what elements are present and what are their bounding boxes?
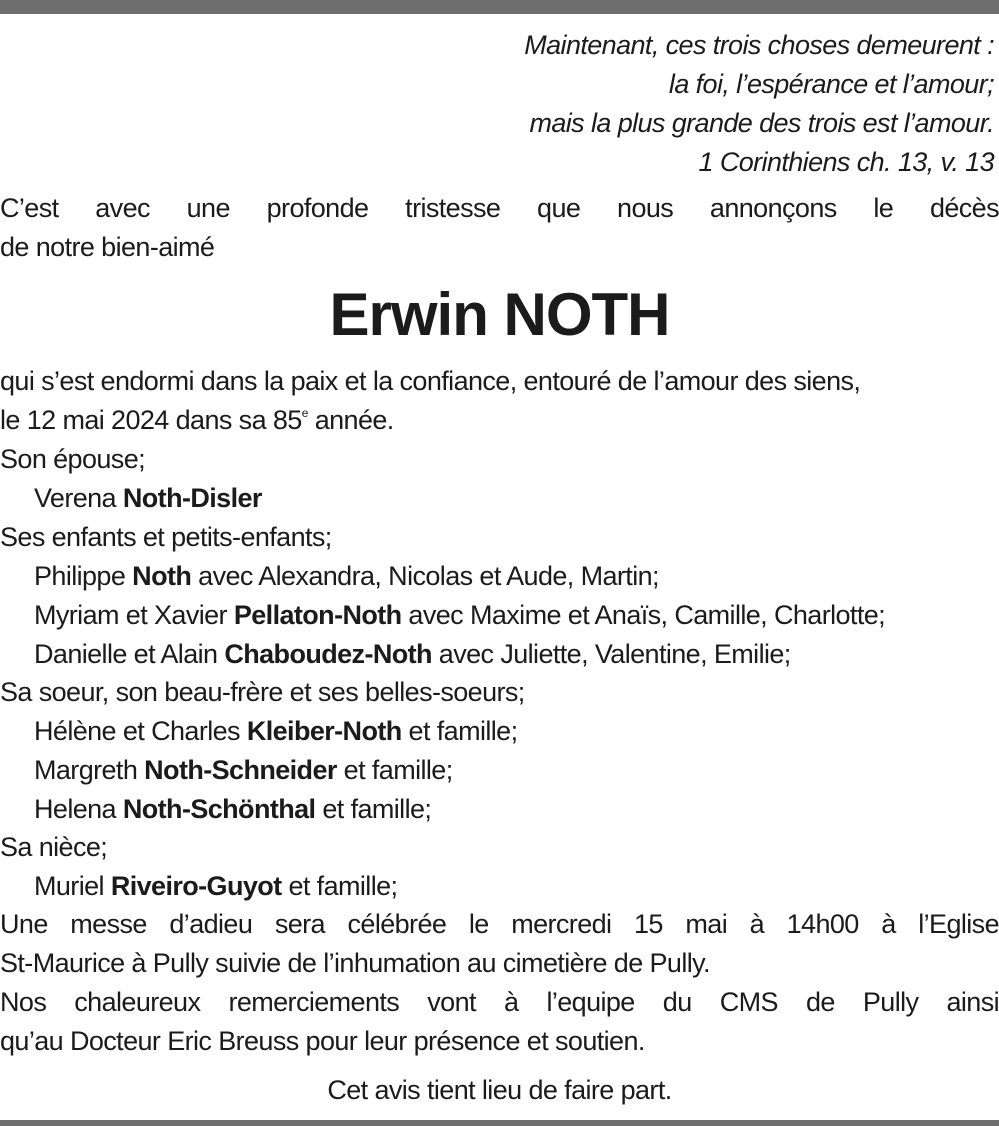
sibling-entry bbox=[0, 751, 999, 789]
ceremony-line-1: Une messe d’adieu sera célébrée le mercredi 15 mai à 14h00 à l’Eglise bbox=[0, 909, 999, 939]
child-first-names: Danielle et Alain bbox=[34, 639, 225, 669]
sibling-last-name: Kleiber-Noth bbox=[246, 716, 402, 746]
child-entry bbox=[0, 596, 999, 634]
ceremony-line-2: St-Maurice à Pully suivie de l’inhumation au cimetière de Pully. bbox=[0, 948, 710, 978]
epigraph-line-2: la foi, l’espérance et l’amour; bbox=[668, 69, 994, 99]
niece-suffix: et famille; bbox=[281, 871, 398, 901]
death-line-2 bbox=[0, 401, 999, 439]
child-last-name: Noth bbox=[132, 561, 192, 591]
sibling-suffix: et famille; bbox=[336, 755, 453, 785]
child-entry bbox=[0, 635, 999, 673]
child-grandchildren: avec Juliette, Valentine, Emilie; bbox=[431, 639, 791, 669]
spouse-last-name: Noth-Disler bbox=[122, 483, 262, 513]
siblings-heading: Sa soeur, son beau-frère et ses belles-soeurs; bbox=[0, 677, 525, 707]
children-heading: Ses enfants et petits-enfants; bbox=[0, 522, 332, 552]
child-last-name: Pellaton-Noth bbox=[233, 600, 402, 630]
niece-first-name: Muriel bbox=[34, 871, 111, 901]
epigraph-reference: 1 Corinthiens ch. 13, v. 13 bbox=[698, 147, 994, 177]
top-rule bbox=[0, 0, 999, 14]
sibling-last-name: Noth-Schönthal bbox=[122, 794, 316, 824]
sibling-entry bbox=[0, 712, 999, 750]
sibling-suffix: et famille; bbox=[315, 794, 432, 824]
thanks-line-2: qu’au Docteur Eric Breuss pour leur présence et soutien. bbox=[0, 1026, 645, 1056]
ordinal-superscript: e bbox=[301, 406, 308, 420]
child-grandchildren: avec Alexandra, Nicolas et Aude, Martin; bbox=[191, 561, 659, 591]
sibling-first-names: Helena bbox=[34, 794, 123, 824]
child-first-names: Philippe bbox=[34, 561, 133, 591]
death-date-text: le 12 mai 2024 dans sa 85 bbox=[0, 405, 302, 435]
closing-line: Cet avis tient lieu de faire part. bbox=[327, 1075, 672, 1105]
bottom-rule bbox=[0, 1120, 999, 1126]
epigraph-line-1: Maintenant, ces trois choses demeurent : bbox=[524, 30, 994, 60]
spouse-first-name: Verena bbox=[34, 483, 123, 513]
niece-last-name: Riveiro-Guyot bbox=[110, 871, 282, 901]
spouse-entry bbox=[0, 479, 999, 517]
niece-heading: Sa nièce; bbox=[0, 832, 108, 862]
epigraph-line-3: mais la plus grande des trois est l’amour. bbox=[529, 108, 994, 138]
child-first-names: Myriam et Xavier bbox=[34, 600, 234, 630]
child-entry bbox=[0, 557, 999, 595]
sibling-first-names: Hélène et Charles bbox=[34, 716, 247, 746]
child-last-name: Chaboudez-Noth bbox=[224, 639, 432, 669]
thanks-line-1: Nos chaleureux remerciements vont à l’equipe du CMS de Pully ainsi bbox=[0, 987, 999, 1017]
sibling-suffix: et famille; bbox=[401, 716, 518, 746]
intro-line-1: C’est avec une profonde tristesse que nous annonçons le décès bbox=[0, 193, 999, 223]
sibling-entry bbox=[0, 790, 999, 828]
deceased-name: Erwin NOTH bbox=[329, 281, 670, 348]
intro-line-2: de notre bien-aimé bbox=[0, 232, 215, 262]
sibling-last-name: Noth-Schneider bbox=[144, 755, 337, 785]
child-grandchildren: avec Maxime et Anaïs, Camille, Charlotte; bbox=[401, 600, 886, 630]
sibling-first-names: Margreth bbox=[34, 755, 145, 785]
death-line-1: qui s’est endormi dans la paix et la confiance, entouré de l’amour des siens, bbox=[0, 366, 861, 396]
niece-entry bbox=[0, 867, 999, 905]
death-year-suffix: année. bbox=[307, 405, 394, 435]
spouse-heading: Son épouse; bbox=[0, 444, 146, 474]
